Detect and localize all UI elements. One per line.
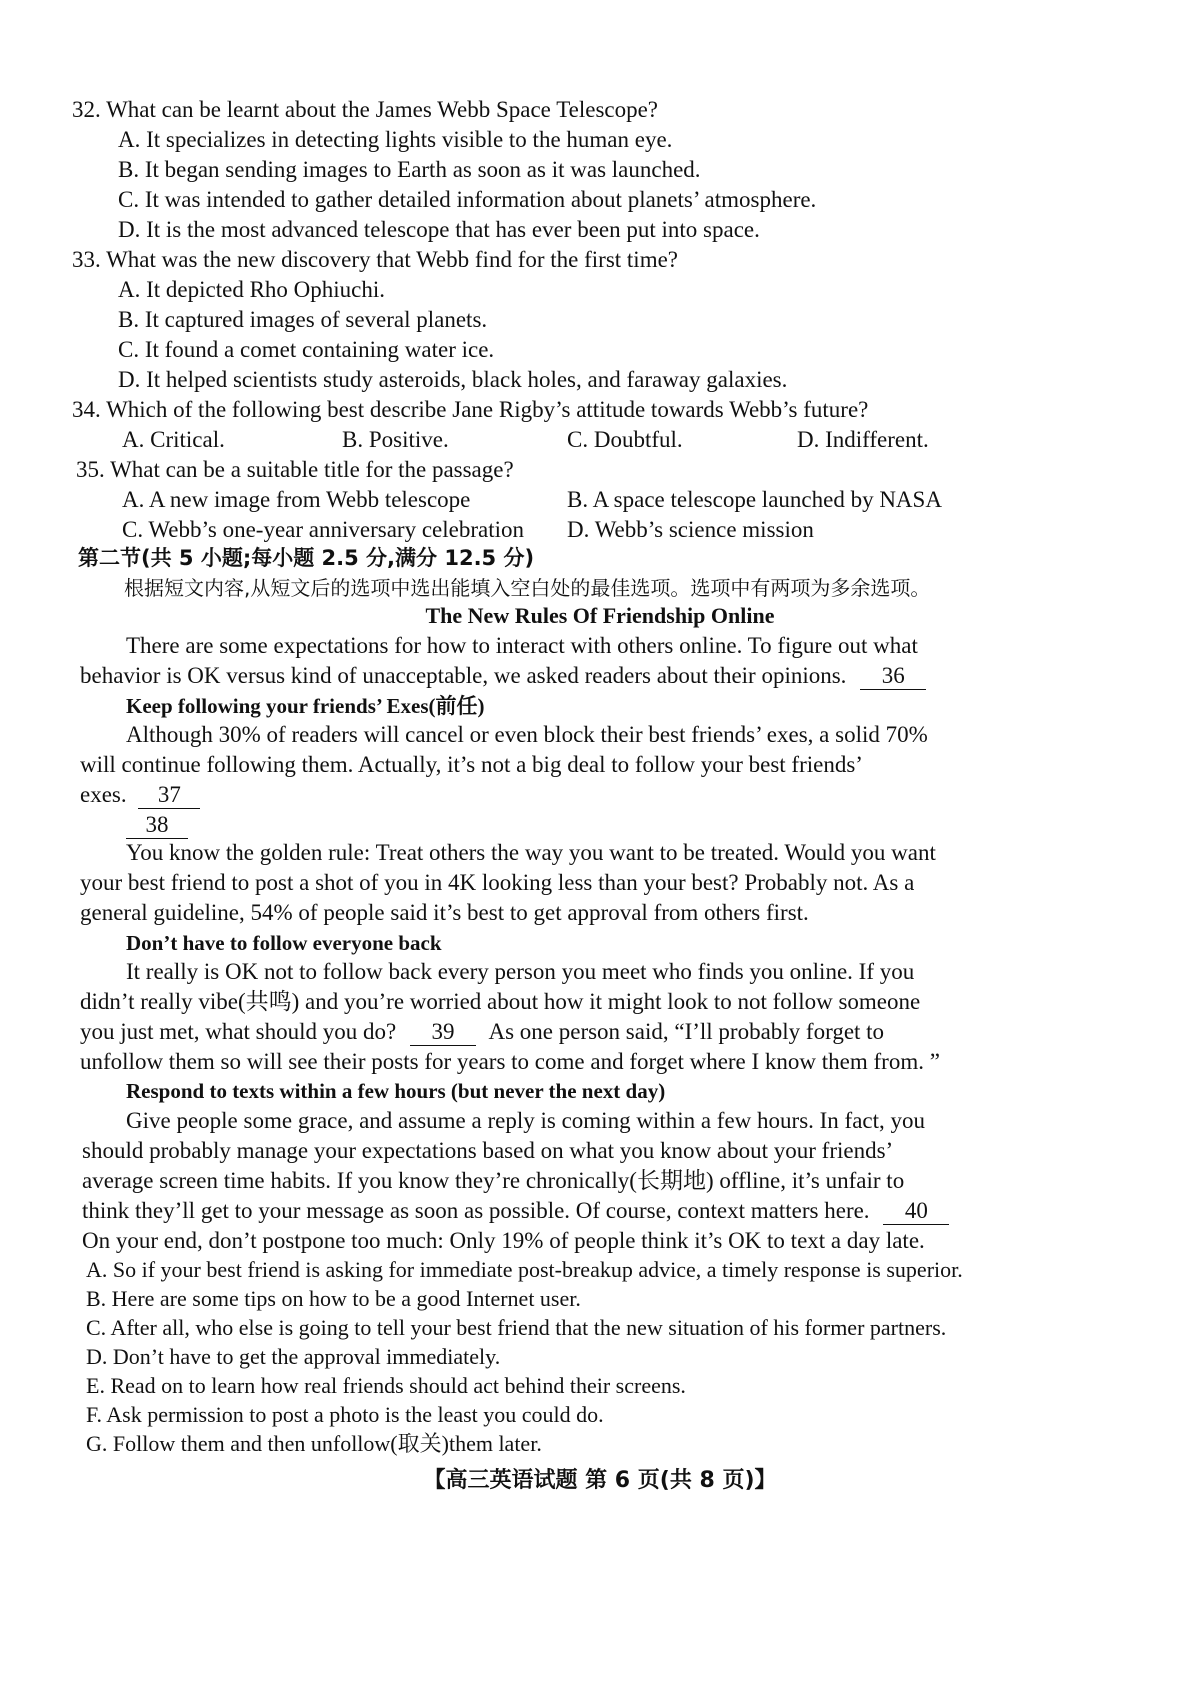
option-a: A. So if your best friend is asking for immediate post-breakup advice, a timely response is superior.: [86, 1257, 963, 1282]
option-g: G. Follow them and then unfollow(取关)them later.: [86, 1431, 542, 1456]
paragraph-2-line-3: [80, 780, 200, 810]
paragraph-4-text-b: As one person said, “I’ll probably forget to: [488, 1019, 885, 1044]
paragraph-4-line-1: It really is OK not to follow back every person you meet who finds you online. If you: [126, 959, 915, 984]
question-33-option-d: D. It helped scientists study asteroids, black holes, and faraway galaxies.: [118, 367, 788, 392]
paragraph-5-text: think they’ll get to your message as soon as possible. Of course, context matters here.: [82, 1198, 870, 1223]
option-e: E. Read on to learn how real friends should act behind their screens.: [86, 1373, 686, 1398]
question-34-stem: 34. Which of the following best describe Jane Rigby’s attitude towards Webb’s future?: [72, 397, 869, 422]
blank-36[interactable]: 36: [860, 663, 926, 690]
blank-37[interactable]: 37: [138, 782, 200, 809]
question-35-option-b: B. A space telescope launched by NASA: [567, 487, 942, 512]
question-32-option-c: C. It was intended to gather detailed information about planets’ atmosphere.: [118, 187, 817, 212]
question-32-stem: 32. What can be learnt about the James Webb Space Telescope?: [72, 97, 659, 122]
question-34-option-c: C. Doubtful.: [567, 427, 683, 452]
paragraph-5-line-1: Give people some grace, and assume a reply is coming within a few hours. In fact, you: [126, 1108, 926, 1133]
question-35-option-a: A. A new image from Webb telescope: [122, 487, 471, 512]
paragraph-5-line-4: [82, 1196, 949, 1226]
subheading-keep-following: Keep following your friends’ Exes(前任): [126, 694, 485, 718]
question-34-option-b: B. Positive.: [342, 427, 449, 452]
blank-38[interactable]: 38: [126, 812, 188, 839]
question-35-stem: 35. What can be a suitable title for the passage?: [76, 457, 514, 482]
question-32-option-a: A. It specializes in detecting lights visible to the human eye.: [118, 127, 673, 152]
blank-39[interactable]: 39: [410, 1019, 476, 1046]
option-c: C. After all, who else is going to tell your best friend that the new situation of his former partners.: [86, 1315, 947, 1340]
subheading-respond: Respond to texts within a few hours (but never the next day): [126, 1079, 666, 1103]
paragraph-1-line-2: [80, 661, 926, 691]
paragraph-4-text-a: you just met, what should you do?: [80, 1019, 397, 1044]
section-instruction: 根据短文内容,从短文后的选项中选出能填入空白处的最佳选项。选项中有两项为多余选项。: [124, 576, 931, 600]
question-32-option-d: D. It is the most advanced telescope that has ever been put into space.: [118, 217, 760, 242]
option-d: D. Don’t have to get the approval immediately.: [86, 1344, 501, 1369]
section-heading: 第二节(共 5 小题;每小题 2.5 分,满分 12.5 分): [78, 546, 535, 570]
paragraph-5-line-3: average screen time habits. If you know they’re chronically(长期地) offline, it’s unfair to: [82, 1168, 905, 1193]
paragraph-3-line-3: general guideline, 54% of people said it’s best to get approval from others first.: [80, 900, 809, 925]
paragraph-2-text: exes.: [80, 782, 127, 807]
blank-40[interactable]: 40: [883, 1198, 949, 1225]
paragraph-1-text: behavior is OK versus kind of unacceptable, we asked readers about their opinions.: [80, 663, 847, 688]
paragraph-2-line-2: will continue following them. Actually, it’s not a big deal to follow your best friends’: [80, 752, 863, 777]
question-35-option-c: C. Webb’s one-year anniversary celebration: [122, 517, 524, 542]
page-footer: 【高三英语试题 第 6 页(共 8 页)】: [423, 1468, 777, 1493]
paragraph-5-line-5: On your end, don’t postpone too much: Only 19% of people think it’s OK to text a day late.: [82, 1228, 925, 1253]
question-33-option-c: C. It found a comet containing water ice.: [118, 337, 495, 362]
paragraph-4-line-4: unfollow them so will see their posts for years to come and forget where I know them from. ”: [80, 1049, 940, 1074]
passage-title: The New Rules Of Friendship Online: [425, 603, 775, 628]
paragraph-4-line-2: didn’t really vibe(共鸣) and you’re worried about how it might look to not follow someone: [80, 989, 921, 1014]
question-33-option-a: A. It depicted Rho Ophiuchi.: [118, 277, 386, 302]
blank-38-line: [126, 810, 188, 840]
paragraph-1-line-1: There are some expectations for how to interact with others online. To figure out what: [126, 633, 918, 658]
question-33-stem: 33. What was the new discovery that Webb find for the first time?: [72, 247, 678, 272]
question-32-option-b: B. It began sending images to Earth as soon as it was launched.: [118, 157, 701, 182]
paragraph-3-line-1: You know the golden rule: Treat others the way you want to be treated. Would you want: [126, 840, 936, 865]
paragraph-3-line-2: your best friend to post a shot of you in 4K looking less than your best? Probably not. As a: [80, 870, 915, 895]
question-34-option-d: D. Indifferent.: [797, 427, 929, 452]
paragraph-2-line-1: Although 30% of readers will cancel or even block their best friends’ exes, a solid 70%: [126, 722, 928, 747]
question-35-option-d: D. Webb’s science mission: [567, 517, 814, 542]
paragraph-5-line-2: should probably manage your expectations based on what you know about your friends’: [82, 1138, 894, 1163]
question-33-option-b: B. It captured images of several planets.: [118, 307, 488, 332]
option-f: F. Ask permission to post a photo is the least you could do.: [86, 1402, 604, 1427]
option-b: B. Here are some tips on how to be a good Internet user.: [86, 1286, 581, 1311]
question-34-option-a: A. Critical.: [122, 427, 225, 452]
subheading-follow-back: Don’t have to follow everyone back: [126, 931, 442, 955]
paragraph-4-line-3: [80, 1017, 884, 1047]
